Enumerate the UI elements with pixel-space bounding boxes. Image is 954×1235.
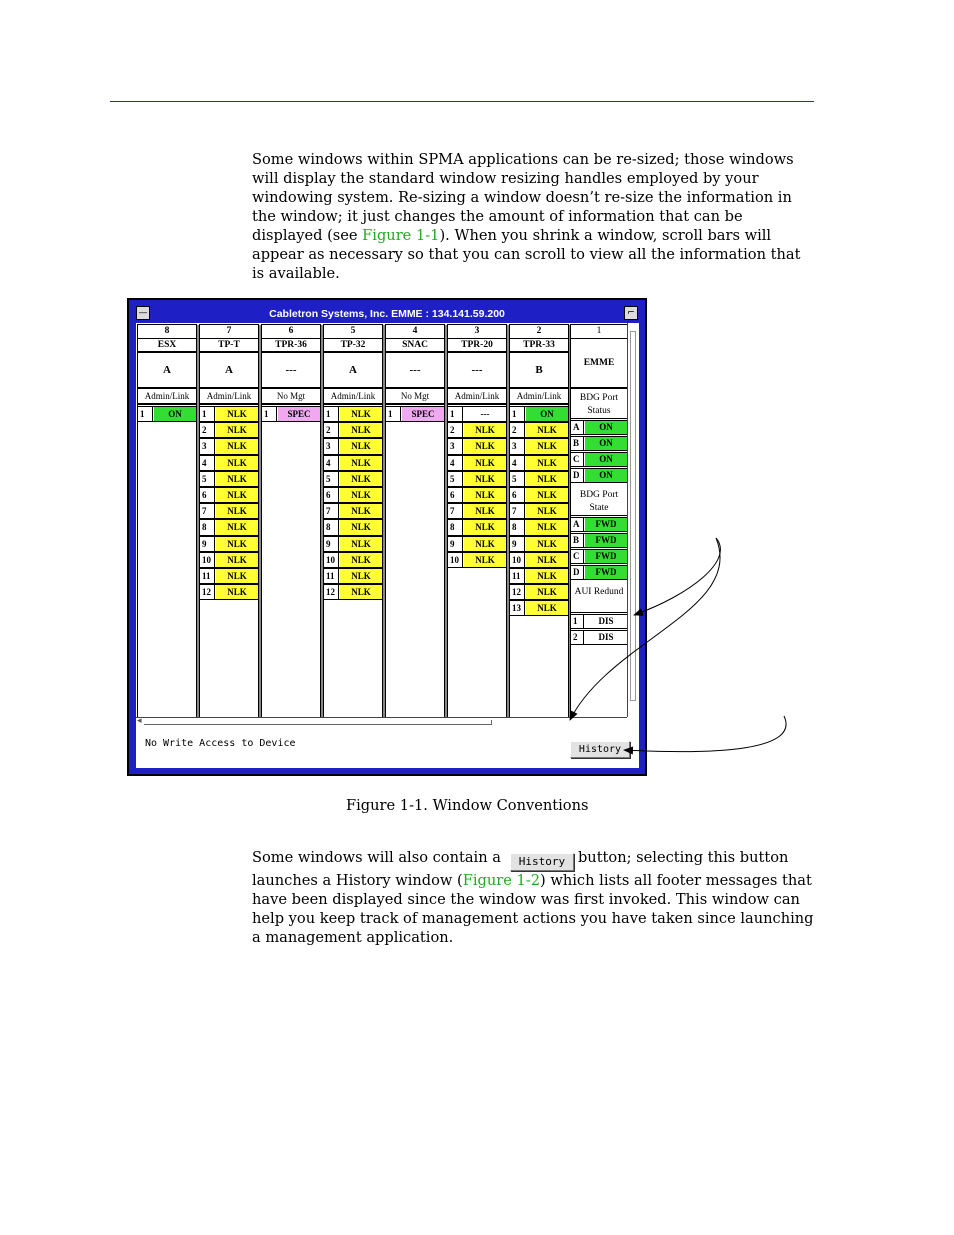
status-message: No Write Access to Device bbox=[145, 738, 296, 749]
column-label: Admin/Link bbox=[138, 389, 196, 405]
port-status[interactable]: NLK bbox=[526, 569, 568, 583]
port-number: 5 bbox=[448, 472, 463, 486]
port-status[interactable]: NLK bbox=[526, 439, 568, 453]
port-status[interactable]: NLK bbox=[340, 537, 382, 551]
port-number: 1 bbox=[262, 407, 277, 421]
arrow-to-resize-corner bbox=[570, 538, 720, 720]
aui-redund-label: AUI Redund bbox=[571, 583, 627, 613]
port-status[interactable]: NLK bbox=[464, 504, 506, 518]
port-status[interactable]: --- bbox=[464, 407, 506, 421]
port-number: 6 bbox=[200, 488, 215, 502]
port-status[interactable]: NLK bbox=[216, 423, 258, 437]
port-status[interactable]: NLK bbox=[526, 553, 568, 567]
port-status[interactable]: NLK bbox=[526, 504, 568, 518]
port-number: 10 bbox=[324, 553, 339, 567]
module-name[interactable]: ESX bbox=[138, 339, 196, 353]
port-letter: C bbox=[571, 453, 584, 466]
slot-number: 7 bbox=[200, 325, 258, 339]
slot-number: 5 bbox=[324, 325, 382, 339]
port-status[interactable]: NLK bbox=[340, 456, 382, 470]
port-letter: B bbox=[571, 437, 584, 450]
port-number: 5 bbox=[324, 472, 339, 486]
slot-number: 1 bbox=[571, 325, 627, 339]
port-status[interactable]: NLK bbox=[216, 569, 258, 583]
port-status[interactable]: NLK bbox=[340, 407, 382, 421]
port-status[interactable]: ON bbox=[526, 407, 568, 421]
port-number: 6 bbox=[448, 488, 463, 502]
bdg-port-state-label: BDG Port State bbox=[571, 486, 627, 516]
port-number: 13 bbox=[510, 601, 525, 615]
port-status[interactable]: NLK bbox=[340, 439, 382, 453]
port-number: 12 bbox=[510, 585, 525, 599]
port-number: 7 bbox=[324, 504, 339, 518]
port-status[interactable]: ON bbox=[585, 437, 627, 450]
port-number: 9 bbox=[448, 537, 463, 551]
port-number: 1 bbox=[324, 407, 339, 421]
port-number: 4 bbox=[200, 456, 215, 470]
port-status[interactable]: NLK bbox=[340, 488, 382, 502]
port-number: 12 bbox=[200, 585, 215, 599]
port-status[interactable]: NLK bbox=[216, 407, 258, 421]
module-name[interactable]: TPR-36 bbox=[262, 339, 320, 353]
scroll-left-icon[interactable]: ◂ bbox=[137, 716, 142, 726]
port-number: 1 bbox=[386, 407, 401, 421]
port-status[interactable]: NLK bbox=[526, 456, 568, 470]
port-letter: 1 bbox=[571, 615, 584, 628]
port-number: 11 bbox=[200, 569, 215, 583]
port-number: 4 bbox=[510, 456, 525, 470]
port-status[interactable]: NLK bbox=[340, 569, 382, 583]
paragraph-text: Some windows will also contain a bbox=[252, 849, 501, 866]
column-label: Admin/Link bbox=[324, 389, 382, 405]
window-title: Cabletron Systems, Inc. EMME : 134.141.59.200 bbox=[269, 308, 505, 320]
column-label: Admin/Link bbox=[510, 389, 568, 405]
slot-number: 4 bbox=[386, 325, 444, 339]
port-status[interactable]: NLK bbox=[464, 520, 506, 534]
port-number: 9 bbox=[200, 537, 215, 551]
port-status[interactable]: NLK bbox=[464, 537, 506, 551]
figure-1-2-link[interactable]: Figure 1-2 bbox=[462, 872, 541, 889]
paragraph-text: ). When you shrink a window, scroll bars will appear as necessary so that you can scroll to view all the information that is available. bbox=[252, 227, 801, 282]
port-number: 5 bbox=[200, 472, 215, 486]
port-number: 1 bbox=[138, 407, 153, 421]
module-name[interactable]: TPR-33 bbox=[510, 339, 568, 353]
port-number: 3 bbox=[200, 439, 215, 453]
bdg-port-status-label: BDG Port Status bbox=[571, 389, 627, 419]
module-name[interactable]: TP-32 bbox=[324, 339, 382, 353]
module-mode: --- bbox=[386, 353, 444, 389]
port-status[interactable]: NLK bbox=[340, 504, 382, 518]
port-status[interactable]: NLK bbox=[526, 585, 568, 599]
port-number: 1 bbox=[448, 407, 463, 421]
port-status[interactable]: NLK bbox=[216, 585, 258, 599]
port-number: 10 bbox=[510, 553, 525, 567]
module-name[interactable]: EMME bbox=[571, 339, 627, 389]
port-number: 1 bbox=[510, 407, 525, 421]
port-status[interactable]: FWD bbox=[585, 550, 627, 563]
port-number: 2 bbox=[510, 423, 525, 437]
port-status[interactable]: NLK bbox=[340, 472, 382, 486]
port-status[interactable]: NLK bbox=[216, 553, 258, 567]
column-label: No Mgt bbox=[262, 389, 320, 405]
port-number: 9 bbox=[510, 537, 525, 551]
paragraph-text: Some windows within SPMA applications can be re-sized; those windows will display the standard window resizing handles employed by your windowing system. Re-sizing a window doesn’t re-size the information in the window; it just changes the amount of information that can be displayed (see bbox=[252, 151, 794, 244]
port-number: 4 bbox=[324, 456, 339, 470]
figure-caption: Figure 1-1. Window Conventions bbox=[346, 797, 589, 814]
port-number: 8 bbox=[324, 520, 339, 534]
port-number: 11 bbox=[324, 569, 339, 583]
port-status[interactable]: NLK bbox=[216, 439, 258, 453]
port-status[interactable]: NLK bbox=[464, 439, 506, 453]
port-letter: D bbox=[571, 566, 584, 579]
port-status[interactable]: NLK bbox=[216, 504, 258, 518]
inline-history-button: History bbox=[510, 853, 574, 871]
column-label: Admin/Link bbox=[200, 389, 258, 405]
port-number: 6 bbox=[510, 488, 525, 502]
port-status[interactable]: ON bbox=[585, 469, 627, 482]
port-status[interactable]: NLK bbox=[526, 601, 568, 615]
port-status[interactable]: NLK bbox=[216, 472, 258, 486]
port-status[interactable]: NLK bbox=[216, 520, 258, 534]
port-number: 9 bbox=[324, 537, 339, 551]
arrow-to-vertical-scrollbar bbox=[634, 538, 720, 615]
port-status[interactable]: FWD bbox=[585, 566, 627, 579]
port-status[interactable]: NLK bbox=[216, 537, 258, 551]
slot-number: 8 bbox=[138, 325, 196, 339]
port-status[interactable]: NLK bbox=[526, 537, 568, 551]
port-status[interactable]: NLK bbox=[464, 553, 506, 567]
port-number: 12 bbox=[324, 585, 339, 599]
module-name[interactable]: SNAC bbox=[386, 339, 444, 353]
module-mode: A bbox=[324, 353, 382, 389]
port-status[interactable]: NLK bbox=[216, 488, 258, 502]
port-status[interactable]: NLK bbox=[340, 585, 382, 599]
port-status[interactable]: NLK bbox=[464, 488, 506, 502]
port-status[interactable]: FWD bbox=[585, 518, 627, 531]
port-status[interactable]: NLK bbox=[526, 472, 568, 486]
module-mode: A bbox=[200, 353, 258, 389]
port-number: 11 bbox=[510, 569, 525, 583]
port-number: 3 bbox=[324, 439, 339, 453]
slot-number: 6 bbox=[262, 325, 320, 339]
port-status[interactable]: NLK bbox=[526, 423, 568, 437]
module-name[interactable]: TPR-20 bbox=[448, 339, 506, 353]
port-letter: A bbox=[571, 421, 584, 434]
port-letter: C bbox=[571, 550, 584, 563]
port-number: 2 bbox=[448, 423, 463, 437]
figure-1-1-link[interactable]: Figure 1-1 bbox=[362, 227, 440, 244]
port-status[interactable]: ON bbox=[154, 407, 196, 421]
port-status[interactable]: DIS bbox=[585, 615, 627, 628]
slot-number: 3 bbox=[448, 325, 506, 339]
port-number: 4 bbox=[448, 456, 463, 470]
port-number: 7 bbox=[200, 504, 215, 518]
port-number: 2 bbox=[324, 423, 339, 437]
port-status[interactable]: NLK bbox=[526, 488, 568, 502]
port-number: 2 bbox=[200, 423, 215, 437]
slot-number: 2 bbox=[510, 325, 568, 339]
module-mode: --- bbox=[262, 353, 320, 389]
port-status[interactable]: ON bbox=[585, 453, 627, 466]
port-number: 8 bbox=[510, 520, 525, 534]
port-number: 6 bbox=[324, 488, 339, 502]
port-status[interactable]: NLK bbox=[340, 520, 382, 534]
paragraph-text: button; selecting this button launches a History window ( bbox=[252, 849, 789, 889]
column-label: Admin/Link bbox=[448, 389, 506, 405]
history-button[interactable]: History bbox=[570, 741, 630, 758]
port-number: 3 bbox=[510, 439, 525, 453]
port-number: 7 bbox=[448, 504, 463, 518]
port-letter: 2 bbox=[571, 631, 584, 644]
port-letter: B bbox=[571, 534, 584, 547]
window-menu-button[interactable]: — bbox=[136, 306, 150, 320]
port-number: 5 bbox=[510, 472, 525, 486]
port-number: 1 bbox=[200, 407, 215, 421]
port-number: 8 bbox=[200, 520, 215, 534]
port-status[interactable]: SPEC bbox=[278, 407, 320, 421]
arrow-to-history-button bbox=[624, 716, 786, 752]
port-status[interactable]: NLK bbox=[464, 472, 506, 486]
port-number: 8 bbox=[448, 520, 463, 534]
port-number: 10 bbox=[200, 553, 215, 567]
port-status[interactable]: NLK bbox=[464, 456, 506, 470]
port-status[interactable]: NLK bbox=[340, 423, 382, 437]
port-status[interactable]: NLK bbox=[464, 423, 506, 437]
port-status[interactable]: NLK bbox=[340, 553, 382, 567]
paragraph-text: ) which lists all footer messages that have been displayed since the window was first invoked. This window can help you keep track of management actions you have taken since launching a management application. bbox=[252, 872, 814, 946]
port-number: 10 bbox=[448, 553, 463, 567]
module-mode: A bbox=[138, 353, 196, 389]
port-status[interactable]: NLK bbox=[526, 520, 568, 534]
port-letter: A bbox=[571, 518, 584, 531]
module-mode: --- bbox=[448, 353, 506, 389]
port-letter: D bbox=[571, 469, 584, 482]
port-status[interactable]: NLK bbox=[216, 456, 258, 470]
port-number: 3 bbox=[448, 439, 463, 453]
port-status[interactable]: SPEC bbox=[402, 407, 444, 421]
module-name[interactable]: TP-T bbox=[200, 339, 258, 353]
port-status[interactable]: FWD bbox=[585, 534, 627, 547]
port-status[interactable]: ON bbox=[585, 421, 627, 434]
port-status[interactable]: DIS bbox=[585, 631, 627, 644]
resize-button[interactable]: ⌐ bbox=[624, 306, 638, 320]
module-mode: B bbox=[510, 353, 568, 389]
paragraph-history bbox=[252, 848, 814, 947]
column-label: No Mgt bbox=[386, 389, 444, 405]
port-number: 7 bbox=[510, 504, 525, 518]
